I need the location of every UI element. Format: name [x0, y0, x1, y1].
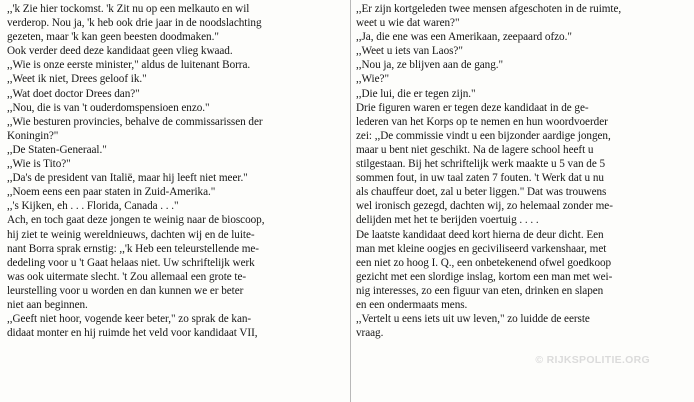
- text-line: niet aan beginnen.: [7, 298, 88, 311]
- text-line: hij ziet te weinig wereldnieuws, dachten wij en de luite-: [7, 228, 255, 241]
- text-line: ,,Wie besturen provincies, behalve de commissarissen der: [7, 115, 263, 128]
- text-line: ,,Wie?": [356, 73, 389, 86]
- text-line: nant Borra sprak ernstig: ,,'k Heb een teleurstellende me-: [7, 242, 259, 255]
- text-line: ,,'s Kijken, eh . . . Florida, Canada . . .": [7, 200, 179, 213]
- text-line: was ook uitermate slecht. 't Zou allemaal een grote te-: [7, 270, 247, 283]
- text-line: als chauffeur doet, zal u beter liggen." Dat was trouwens: [356, 186, 607, 199]
- text-line: ,,Wat doet doctor Drees dan?": [7, 87, 140, 100]
- text-line: ,,Wie is Tito?": [7, 158, 71, 171]
- text-line: ,,Vertelt u eens iets uit uw leven," zo luidde de eerste: [356, 313, 590, 326]
- text-line: sommen fout, in uw taal zaten 7 fouten. 't Werk dat u nu: [356, 172, 604, 185]
- right-text-column: [356, 2, 690, 340]
- text-line: ,,Geeft niet hoor, vogende keer beter," zo sprak de kan-: [7, 313, 252, 326]
- text-line: ,,Er zijn kortgeleden twee mensen afgeschoten in de ruimte,: [356, 3, 622, 15]
- text-line: verderop. Nou ja, 'k heb ook drie jaar in de noodslachting: [7, 17, 262, 30]
- text-line: vraag.: [356, 327, 384, 340]
- column-divider: [350, 0, 351, 402]
- watermark-text: © RIJKSPOLITIE.ORG: [535, 354, 650, 366]
- text-line: gezicht met een slordige inslag, kortom een man met wei-: [356, 270, 613, 283]
- text-line: een niet zo hoog I. Q., een onbetekenend ofwel goedkoop: [356, 256, 612, 269]
- text-line: didaat monter en hij ruimde het veld voor kandidaat VII,: [7, 327, 258, 340]
- left-text-column: [7, 2, 345, 340]
- text-line: Ook verder deed deze kandidaat geen vlieg kwaad.: [7, 45, 233, 58]
- text-line: ,,Wie is onze eerste minister," aldus de luitenant Borra.: [7, 59, 251, 72]
- text-line: Drie figuren waren er tegen deze kandidaat in de ge-: [356, 101, 589, 114]
- text-line: wel ironisch gezegd, dachten wij, zo helemaal zonder me-: [356, 200, 613, 213]
- text-line: ,,Nou, die is van 't ouderdomspensioen enzo.": [7, 101, 210, 114]
- text-line: gezeten, maar 'k kan geen beesten doodmaken.": [7, 31, 219, 44]
- text-line: man met kleine oogjes en geciviliseerd varkenshaar, met: [356, 242, 607, 255]
- text-line: ,,Da's de president van Italië, maar hij leeft niet meer.": [7, 172, 248, 185]
- text-line: nig interesses, zo een figuur van eten, drinken en slapen: [356, 284, 604, 297]
- text-line: ,,Nou ja, ze blijven aan de gang.": [356, 59, 504, 72]
- text-line: lederen van het Korps op te nemen en hun woordvoerder: [356, 115, 608, 128]
- text-line: ,,'k Zie hier tockomst. 'k Zit nu op een melkauto en wil: [7, 3, 250, 15]
- text-line: stilgestaan. Bij het schriftelijk werk maakte u 5 van de 5: [356, 158, 606, 171]
- text-line: dedeling voor u 't Gaat helaas niet. Uw schriftelijk werk: [7, 256, 255, 269]
- text-line: Koningin?": [7, 129, 59, 142]
- text-line: delijden met het te berijden voertuig . . . .: [356, 214, 539, 227]
- text-line: maar u bent niet geschikt. Na de lagere school heeft u: [356, 143, 594, 156]
- text-line: ,,Die lui, die er tegen zijn.": [356, 87, 476, 100]
- text-line: ,,Noem eens een paar staten in Zuid-Amerika.": [7, 186, 216, 199]
- text-line: ,,Weet ik niet, Drees geloof ik.": [7, 73, 147, 86]
- text-line: weet u wie dat waren?": [356, 17, 460, 30]
- text-line: De laatste kandidaat deed kort hierna de deur dicht. Een: [356, 228, 604, 241]
- text-line: leurstelling voor u worden en dan kunnen we er beter: [7, 284, 244, 297]
- text-line: en een ondermaats mens.: [356, 298, 468, 311]
- text-line: ,,Ja, die ene was een Amerikaan, zeepaard ofzo.": [356, 31, 572, 44]
- text-line: zei: ,,De commissie vindt u een bijzonder aardige jongen,: [356, 129, 611, 142]
- text-line: Ach, en toch gaat deze jongen te weinig naar de bioscoop,: [7, 214, 265, 227]
- text-line: ,,De Staten-Generaal.": [7, 143, 107, 156]
- text-line: ,,Weet u iets van Laos?": [356, 45, 463, 58]
